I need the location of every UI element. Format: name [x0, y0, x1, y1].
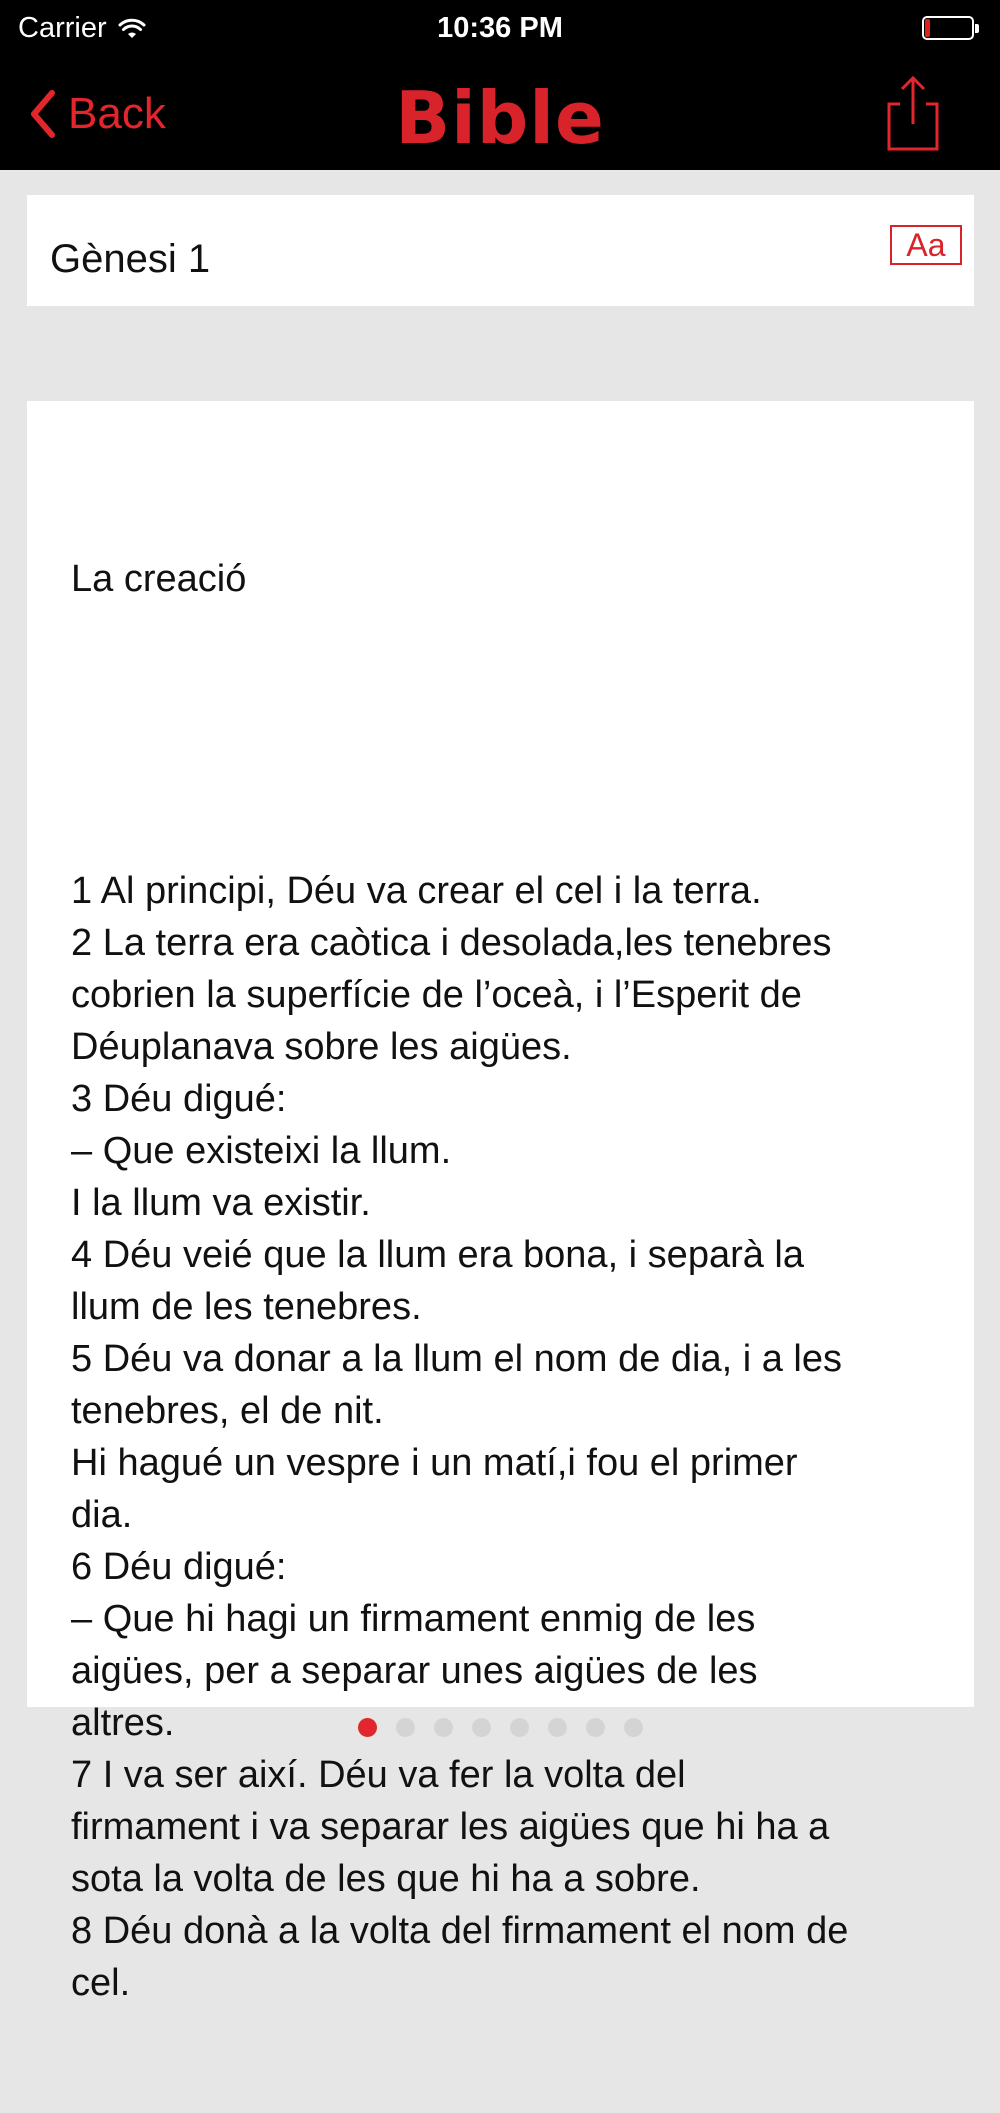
page-indicator[interactable]: [0, 1718, 1000, 1738]
page-dot[interactable]: [396, 1718, 415, 1737]
verse-line: llum de les tenebres.: [71, 1286, 422, 1328]
font-size-button[interactable]: Aa: [890, 225, 962, 265]
verse-line: altres.: [71, 1702, 175, 1744]
verse-line: 3 Déu digué:: [71, 1078, 287, 1120]
spacer: [71, 709, 951, 761]
app-title: Bible: [395, 76, 605, 160]
verse-list: [71, 865, 951, 2009]
verse-line: aigües, per a separar unes aigües de les: [71, 1650, 758, 1692]
back-label: Back: [68, 89, 166, 138]
page-dot[interactable]: [624, 1718, 643, 1737]
verse-line: 5 Déu va donar a la llum el nom de dia, i a les: [71, 1338, 842, 1380]
battery-icon: [922, 16, 982, 42]
verse-line: 2 La terra era caòtica i desolada,les tenebres: [71, 922, 832, 964]
verse-line: 4 Déu veié que la llum era bona, i separà la: [71, 1234, 805, 1276]
verse-line: dia.: [71, 1494, 133, 1536]
verse-line: tenebres, el de nit.: [71, 1390, 384, 1432]
verse-line: – Que existeixi la llum.: [71, 1130, 452, 1172]
section-heading: La creació: [71, 558, 247, 600]
verse-line: cel.: [71, 1962, 131, 2004]
verse-line: cobrien la superfície de l’oceà, i l’Esperit de: [71, 974, 802, 1016]
page-dot[interactable]: [510, 1718, 529, 1737]
page-dot-active[interactable]: [358, 1718, 377, 1737]
page-dot[interactable]: [472, 1718, 491, 1737]
page-dot[interactable]: [434, 1718, 453, 1737]
verse-line: 6 Déu digué:: [71, 1546, 287, 1588]
verse-line: – Que hi hagi un firmament enmig de les: [71, 1598, 756, 1640]
chapter-title: Gènesi 1: [50, 237, 211, 281]
status-bar: [0, 0, 1000, 58]
verse-line: I la llum va existir.: [71, 1182, 371, 1224]
page-dot[interactable]: [586, 1718, 605, 1737]
page-dot[interactable]: [548, 1718, 567, 1737]
carrier-label: Carrier: [18, 12, 107, 44]
verse-line: Déuplanava sobre les aigües.: [71, 1026, 572, 1068]
verse-line: 8 Déu donà a la volta del firmament el nom de: [71, 1910, 849, 1952]
verse-line: 1 Al principi, Déu va crear el cel i la terra.: [71, 870, 762, 912]
status-time: 10:36 PM: [437, 12, 563, 44]
verse-line: sota la volta de les que hi ha a sobre.: [71, 1858, 701, 1900]
chapter-text-card: [27, 401, 974, 2004]
chapter-header: [27, 195, 974, 306]
chapter-text: [71, 449, 951, 2113]
verse-line: Hi hagué un vespre i un matí,i fou el primer: [71, 1442, 798, 1484]
verse-line: 7 I va ser així. Déu va fer la volta del: [71, 1754, 686, 1796]
share-button[interactable]: [886, 74, 940, 152]
share-icon: [886, 74, 940, 152]
navigation-bar: [0, 58, 1000, 170]
verse-line: firmament i va separar les aigües que hi ha a: [71, 1806, 830, 1848]
battery-level-fill: [925, 19, 930, 37]
